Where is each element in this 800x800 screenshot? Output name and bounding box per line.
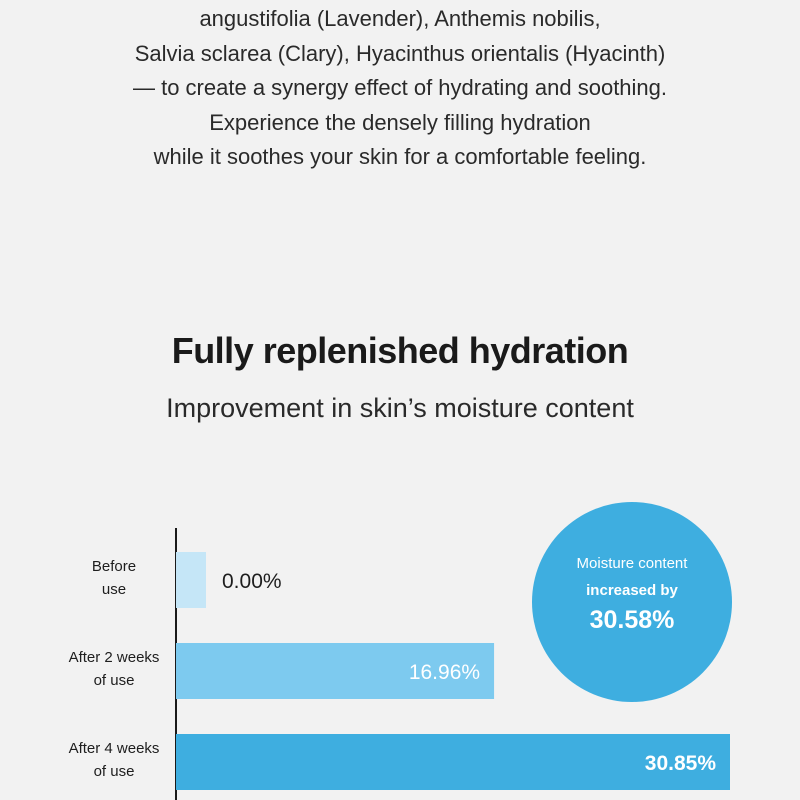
intro-line: Salvia sclarea (Clary), Hyacinthus orientalis (Hyacinth) [134, 40, 666, 66]
section-subheading: Improvement in skin’s moisture content [166, 393, 634, 423]
category-label: After 2 weeks [68, 649, 160, 666]
category-label: of use [93, 672, 135, 689]
intro-line: — to create a synergy effect of hydrating and soothing. [132, 75, 668, 100]
category-label: After 4 weeks [68, 740, 160, 757]
increase-callout-circle [532, 502, 732, 702]
category-label: Before [91, 558, 137, 575]
data-label: 16.96% [408, 661, 481, 684]
section-heading: Fully replenished hydration [171, 330, 629, 371]
category-label: of use [93, 763, 135, 780]
data-label: 0.00% [222, 570, 282, 593]
callout-label-bold: increased by [586, 582, 678, 599]
intro-line: while it soothes your skin for a comfortable feeling. [153, 144, 647, 169]
bar [176, 552, 206, 608]
callout-label: Moisture content [576, 555, 688, 572]
intro-line: Experience the densely filling hydration [209, 109, 591, 135]
data-label: 30.85% [644, 752, 716, 775]
callout-value: 30.58% [589, 606, 675, 634]
category-label: use [101, 581, 127, 598]
intro-line: angustifolia (Lavender), Anthemis nobilis, [199, 6, 601, 31]
